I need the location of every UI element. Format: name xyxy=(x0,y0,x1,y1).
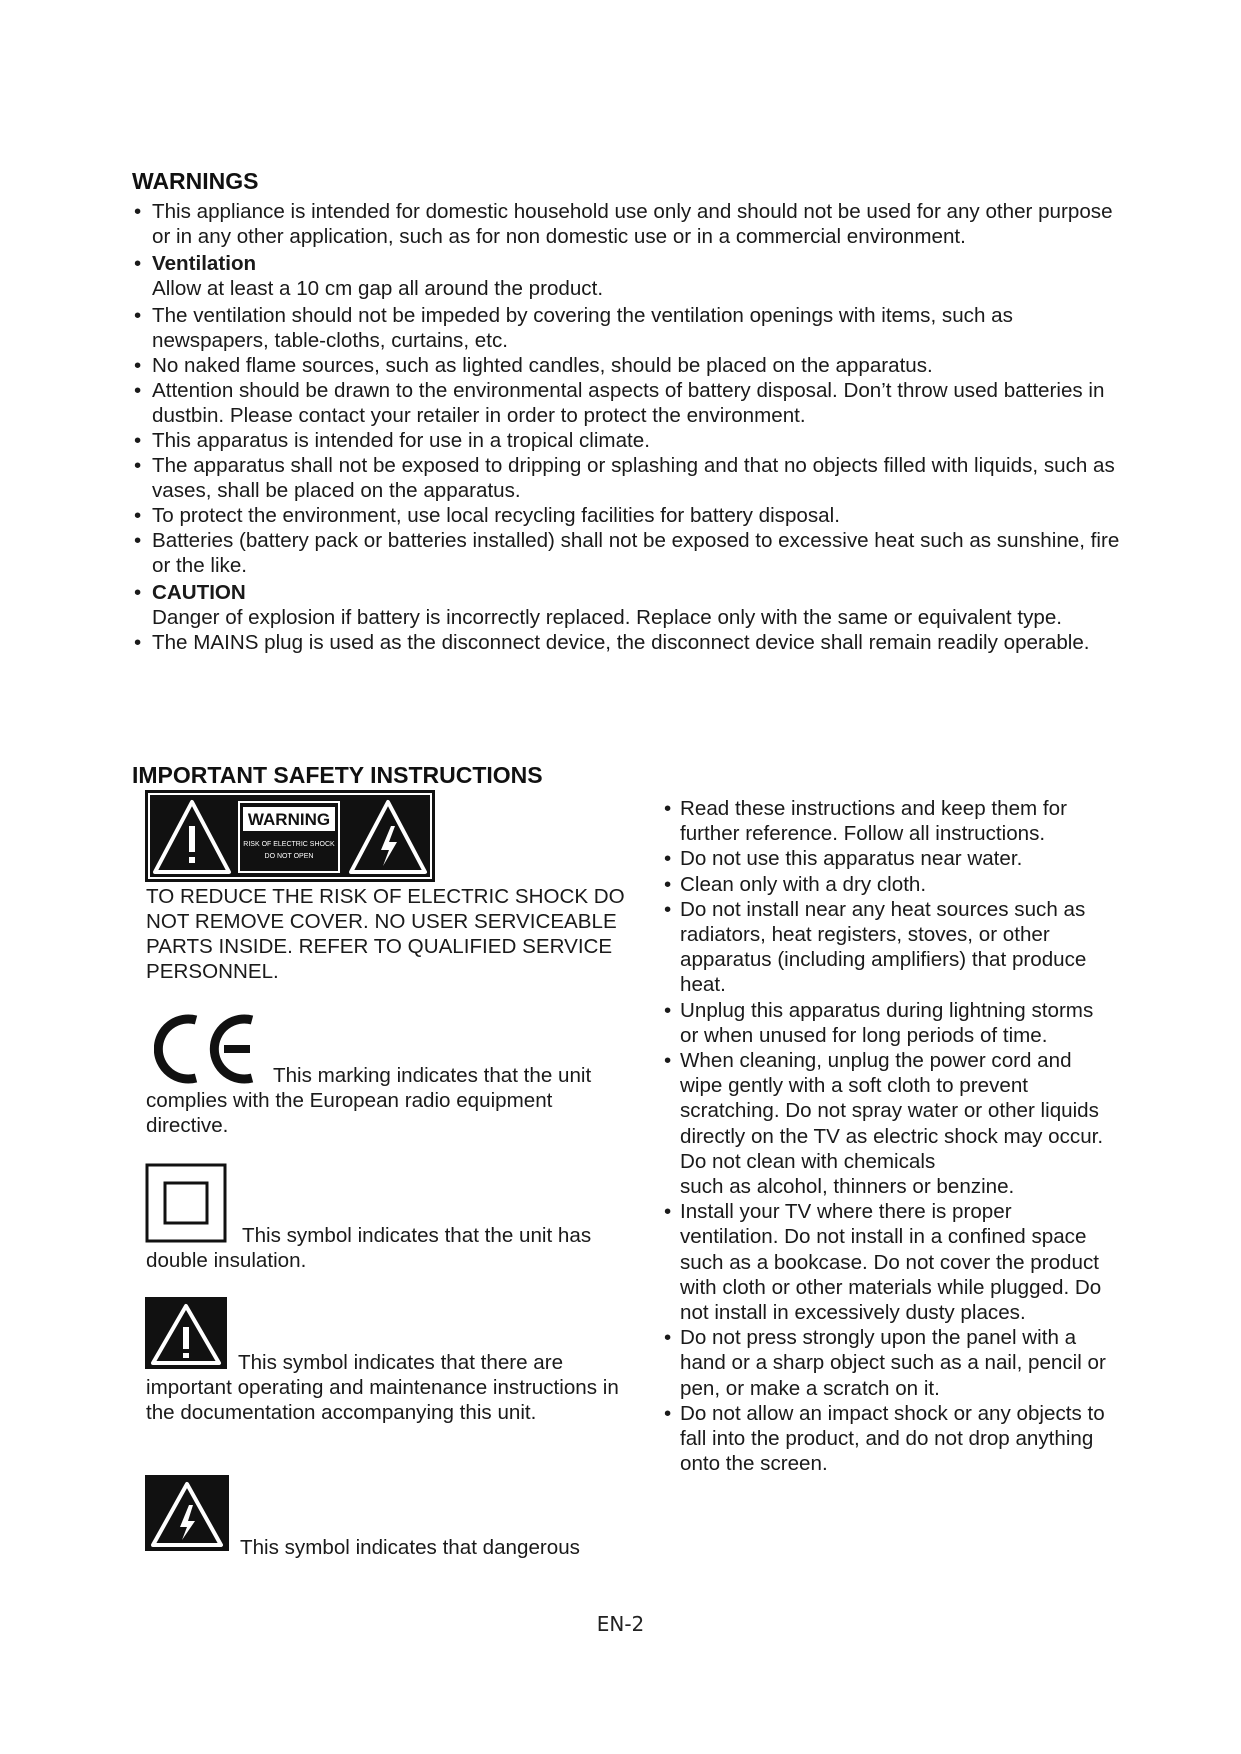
double-text-first: This symbol indicates that the unit has xyxy=(242,1224,592,1247)
instruction-dry-cloth: • Clean only with a dry cloth. xyxy=(668,872,1108,897)
warning-item-caution: • CAUTION xyxy=(132,580,1122,605)
warning-label-icon xyxy=(145,790,435,882)
label-risk-line1: RISK OF ELECTRIC SHOCK xyxy=(243,841,335,848)
double-text-rest: double insulation. xyxy=(146,1249,307,1272)
caution-text: Danger of explosion if battery is incorrectly replaced. Replace only with the same or equivalent type. xyxy=(152,606,1063,629)
excl-text-first: This symbol indicates that there are xyxy=(238,1351,564,1374)
safety-instructions-list xyxy=(668,796,1108,1476)
instruction-install-ventilation: • Install your TV where there is proper ventilation. Do not install in a confined space such as a bookcase. Do not cover the product with cloth or other materials while plugged. Do not install in excessively dusty places. xyxy=(668,1199,1108,1325)
instruction-read: • Read these instructions and keep them for further reference. Follow all instructions. xyxy=(668,796,1108,846)
label-warning-text: WARNING xyxy=(247,810,331,829)
instruction-press-panel: • Do not press strongly upon the panel with a hand or a sharp object such as a nail, pencil or pen, or make a scratch on it. xyxy=(668,1325,1108,1401)
warning-item-mains-plug: • The MAINS plug is used as the disconnect device, the disconnect device shall remain readily operable. xyxy=(132,630,1122,655)
instruction-unplug-lightning: • Unplug this apparatus during lightning storms or when unused for long periods of time. xyxy=(668,998,1108,1048)
warning-item-recycling: • To protect the environment, use local recycling facilities for battery disposal. xyxy=(132,503,1122,528)
excl-text-rest: important operating and maintenance instructions in the documentation accompanying this unit. xyxy=(146,1376,619,1424)
warnings-heading: WARNINGS xyxy=(132,168,259,194)
page-number: EN-2 xyxy=(596,1612,645,1636)
warning-item-battery-heat: • Batteries (battery pack or batteries installed) shall not be exposed to excessive heat such as sunshine, fire or the like. xyxy=(132,528,1122,578)
ventilation-text: Allow at least a 10 cm gap all around the product. xyxy=(152,277,604,300)
warnings-list xyxy=(132,199,1122,655)
warning-item-dripping: • The apparatus shall not be exposed to dripping or splashing and that no objects filled with liquids, such as vases, shall be placed on the apparatus. xyxy=(132,453,1122,503)
ce-text-rest: complies with the European radio equipment directive. xyxy=(146,1089,553,1137)
instruction-impact-shock: • Do not allow an impact shock or any objects to fall into the product, and do not drop anything onto the screen. xyxy=(668,1401,1108,1477)
warning-item-ventilation-openings: • The ventilation should not be impeded by covering the ventilation openings with items, such as newspapers, table-cloths, curtains, etc. xyxy=(132,303,1122,353)
instruction-water: • Do not use this apparatus near water. xyxy=(668,846,1108,871)
shock-notice: TO REDUCE THE RISK OF ELECTRIC SHOCK DO NOT REMOVE COVER. NO USER SERVICEABLE PARTS INSIDE. REFER TO QUALIFIED SERVICE PERSONNEL. xyxy=(146,885,625,983)
warning-item-tropical-climate: • This apparatus is intended for use in a tropical climate. xyxy=(132,428,1122,453)
instruction-cleaning: • When cleaning, unplug the power cord and wipe gently with a soft cloth to prevent scratching. Do not spray water or other liquids directly on the TV as electric shock may occur. Do not clean with chemicals such as alcohol, thinners or benzine. xyxy=(668,1048,1108,1199)
warning-item-ventilation: • Ventilation xyxy=(132,251,1122,276)
label-risk-line2: DO NOT OPEN xyxy=(264,853,314,860)
warning-item-domestic-use: • This appliance is intended for domestic household use only and should not be used for any other purpose or in any other application, such as for non domestic use or in a commercial environment. xyxy=(132,199,1122,249)
instruction-cleaning-cont: such as alcohol, thinners or benzine. xyxy=(680,1175,1015,1199)
instruction-heat-sources: • Do not install near any heat sources such as radiators, heat registers, stoves, or other apparatus (including amplifiers) that produce heat. xyxy=(668,897,1108,998)
bolt-text-first: This symbol indicates that dangerous xyxy=(240,1536,580,1559)
warning-item-naked-flame: • No naked flame sources, such as lighted candles, should be placed on the apparatus. xyxy=(132,353,1122,378)
ce-text-first: This marking indicates that the unit xyxy=(273,1064,592,1087)
warning-item-battery-disposal: • Attention should be drawn to the environmental aspects of battery disposal. Don’t throw used batteries in dustbin. Please contact your retailer in order to protect the environment. xyxy=(132,378,1122,428)
safety-heading: IMPORTANT SAFETY INSTRUCTIONS xyxy=(132,762,543,788)
